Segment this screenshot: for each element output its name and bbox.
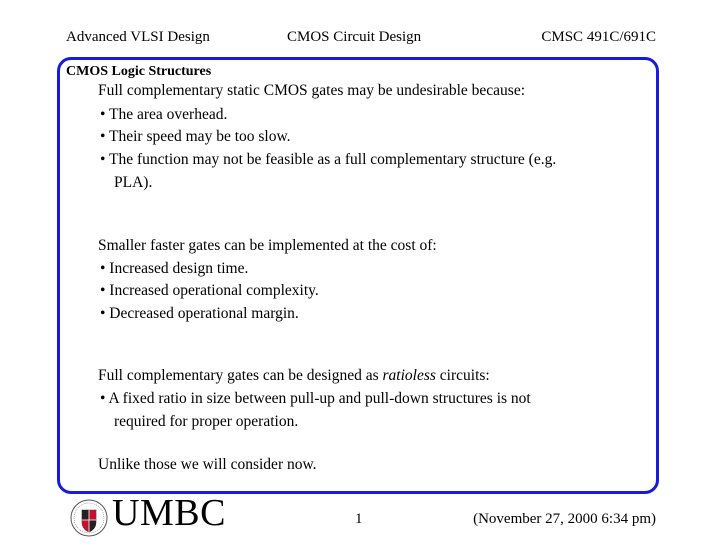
bullet-fixed-ratio-line-1: • A fixed ratio in size between pull-up and pull-down structures is not [100,390,531,407]
header-course-title: Advanced VLSI Design [66,29,210,45]
bullet-area-overhead: • The area overhead. [100,106,228,123]
bullet-margin: • Decreased operational margin. [100,305,299,322]
paragraph-intro-1: Full complementary static CMOS gates may be undesirable because: [98,82,525,99]
header-course-code: CMSC 491C/691C [541,29,656,45]
paragraph-intro-3 [98,368,490,384]
page-number: 1 [355,511,363,527]
ratioless-term: ratioless [382,367,436,384]
paragraph-intro-2: Smaller faster gates can be implemented at the cost of: [98,237,437,254]
bullet-function-line-2: PLA). [114,174,153,191]
bullet-function-line-1: • The function may not be feasible as a full complementary structure (e.g. [100,151,557,168]
umbc-seal-icon [70,498,108,538]
closing-paragraph: Unlike those we will consider now. [98,456,317,473]
bullet-fixed-ratio-line-2: required for proper operation. [114,413,299,430]
paragraph-intro-3-post: circuits: [435,367,490,384]
umbc-wordmark: UMBC [112,492,226,534]
bullet-design-time: • Increased design time. [100,260,249,277]
header-lecture-title: CMOS Circuit Design [287,29,422,45]
bullet-speed: • Their speed may be too slow. [100,128,291,145]
paragraph-intro-3-pre: Full complementary gates can be designed as [98,367,383,384]
bullet-complexity: • Increased operational complexity. [100,282,319,299]
section-title: CMOS Logic Structures [66,64,212,79]
print-date: (November 27, 2000 6:34 pm) [473,511,656,527]
